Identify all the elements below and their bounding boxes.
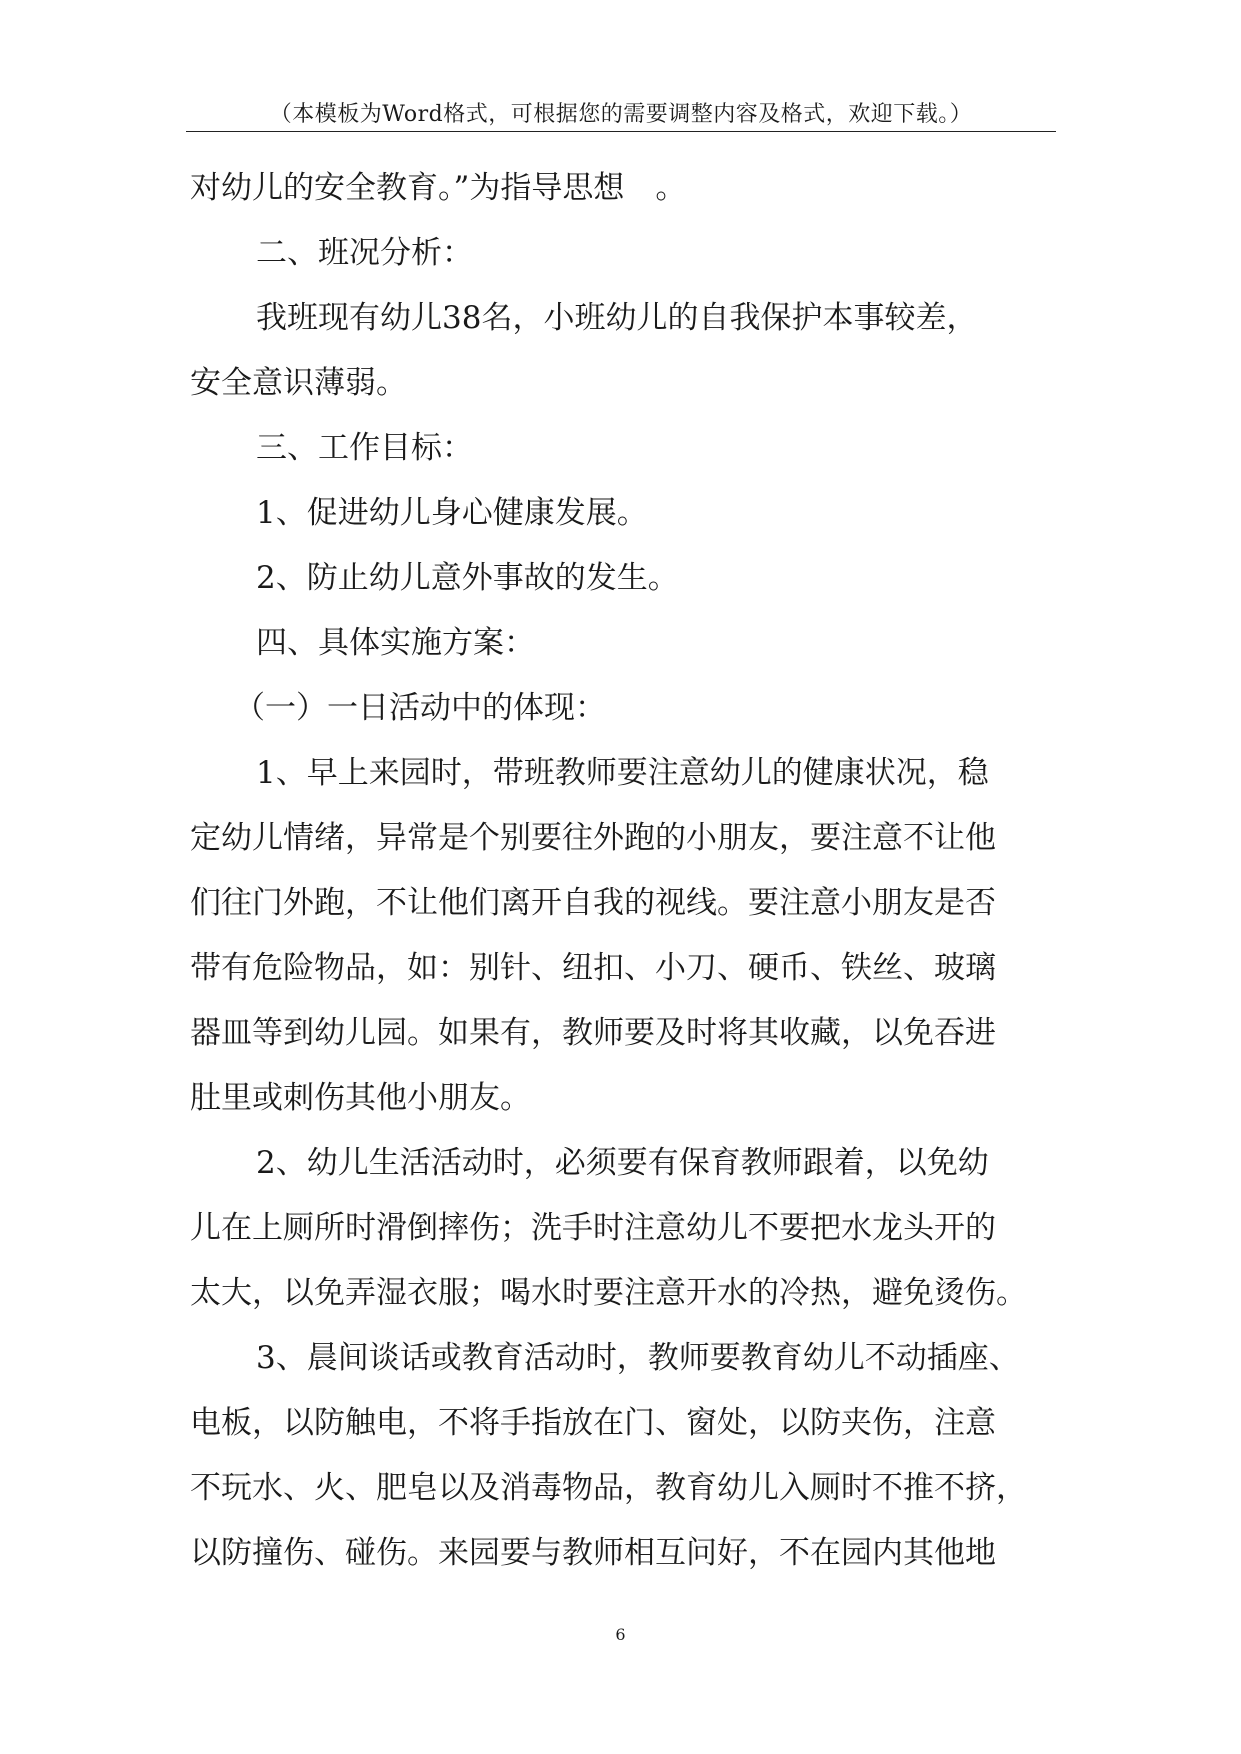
paragraph-line: 定幼儿情绪，异常是个别要往外跑的小朋友，要注意不让他 [190,820,996,856]
paragraph-line: 器皿等到幼儿园。如果有，教师要及时将其收藏，以免吞进 [190,1015,996,1051]
paragraph-line: 不玩水、火、肥皂以及消毒物品，教育幼儿入厕时不推不挤， [190,1470,1027,1506]
paragraph-line: 3、晨间谈话或教育活动时，教师要教育幼儿不动插座、 [256,1340,1020,1376]
paragraph-line: 2、幼儿生活活动时，必须要有保育教师跟着，以免幼 [256,1145,989,1181]
section-heading-work-goals: 三、工作目标： [256,430,473,466]
page-number: 6 [615,1625,626,1644]
subsection-heading-daily-activities: （一）一日活动中的体现： [234,690,606,726]
section-heading-implementation: 四、具体实施方案： [256,625,535,661]
section-heading-class-analysis: 二、班况分析： [256,235,473,271]
header-note: （本模板为Word格式，可根据您的需要调整内容及格式，欢迎下载。） [269,102,973,127]
goal-item-1: 1、促进幼儿身心健康发展。 [256,495,648,531]
paragraph-line: 电板，以防触电，不将手指放在门、窗处，以防夹伤，注意 [190,1405,996,1441]
paragraph-line: 1、早上来园时，带班教师要注意幼儿的健康状况，稳 [256,755,989,791]
paragraph-line: 儿在上厕所时滑倒摔伤；洗手时注意幼儿不要把水龙头开的 [190,1210,996,1246]
goal-item-2: 2、防止幼儿意外事故的发生。 [256,560,679,596]
paragraph-line: 以防撞伤、碰伤。来园要与教师相互问好，不在园内其他地 [190,1535,996,1571]
header-divider [186,131,1056,132]
paragraph-line: 对幼儿的安全教育。”为指导思想 。 [190,170,687,206]
paragraph-line: 带有危险物品，如：别针、纽扣、小刀、硬币、铁丝、玻璃 [190,950,996,986]
paragraph-line: 们往门外跑，不让他们离开自我的视线。要注意小朋友是否 [190,885,996,921]
document-body [190,156,1070,1586]
paragraph-line: 太大，以免弄湿衣服；喝水时要注意开水的冷热，避免烫伤。 [190,1275,1027,1311]
paragraph-line: 肚里或刺伤其他小朋友。 [190,1080,531,1116]
paragraph-line: 安全意识薄弱。 [190,365,407,401]
paragraph-line: 我班现有幼儿38名，小班幼儿的自我保护本事较差， [256,300,978,336]
